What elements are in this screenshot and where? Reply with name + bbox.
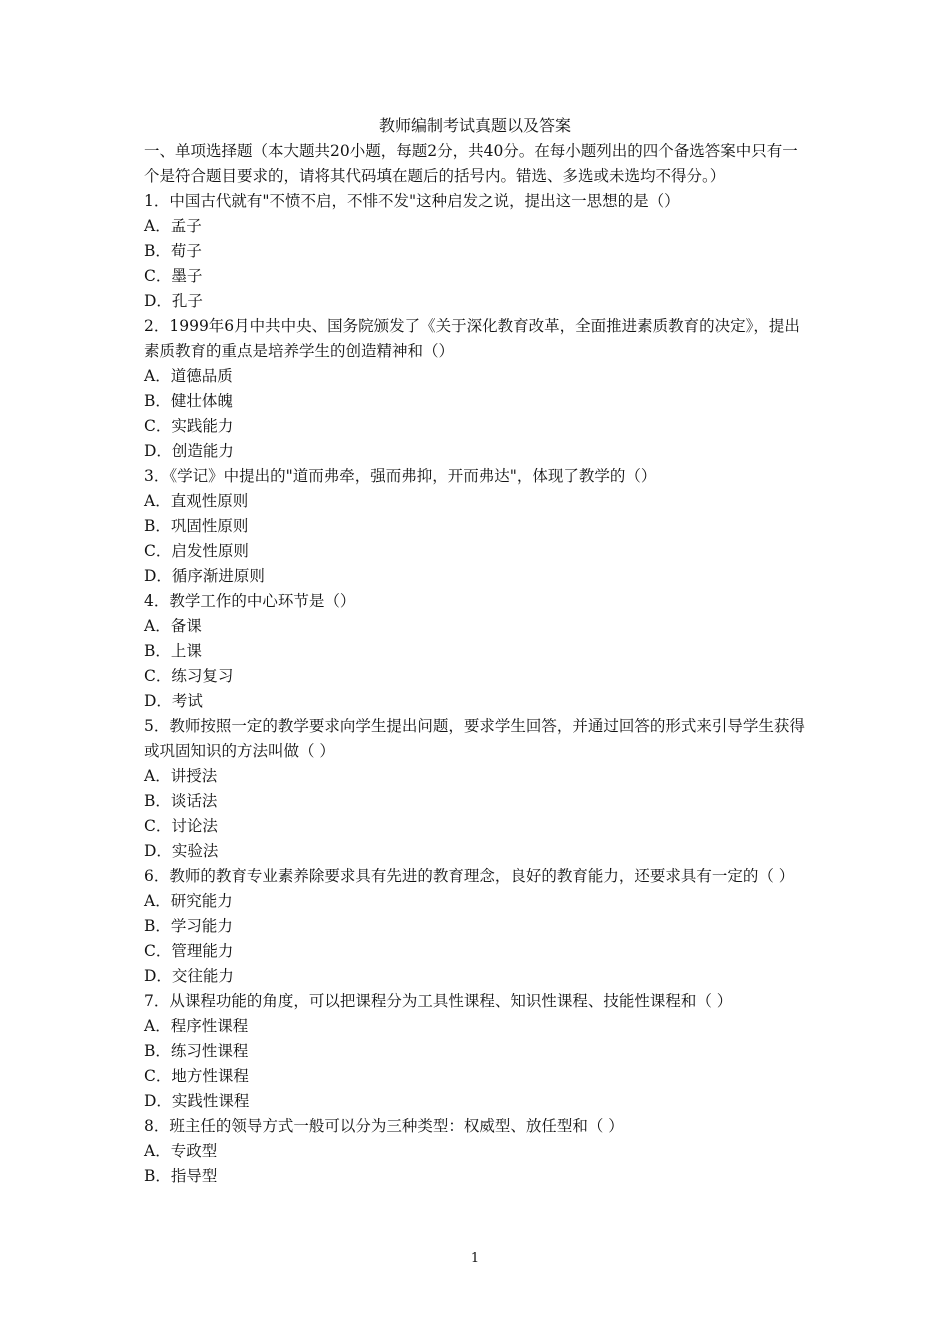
section-instructions: 一、单项选择题（本大题共20小题，每题2分，共40分。在每小题列出的四个备选答案中只有一个是符合题目要求的，请将其代码填在题后的括号内。错选、多选或未选均不得分。） bbox=[144, 142, 798, 185]
question-1 bbox=[144, 189, 810, 314]
option-a: A．讲授法 bbox=[144, 767, 218, 785]
question-text: 1．中国古代就有"不愤不启，不悱不发"这种启发之说，提出这一思想的是（） bbox=[144, 192, 680, 210]
question-2 bbox=[144, 314, 810, 464]
option-a: A．备课 bbox=[144, 617, 202, 635]
question-6 bbox=[144, 864, 810, 989]
question-text: 3．《学记》中提出的"道而弗牵，强而弗抑，开而弗达"，体现了教学的（） bbox=[144, 467, 657, 485]
option-b: B．巩固性原则 bbox=[144, 517, 249, 535]
option-b: B．学习能力 bbox=[144, 917, 233, 935]
option-d: D．创造能力 bbox=[144, 442, 234, 460]
option-b: B．谈话法 bbox=[144, 792, 218, 810]
option-c: C．启发性原则 bbox=[144, 542, 249, 560]
question-text: 4．教学工作的中心环节是（） bbox=[144, 592, 356, 610]
option-d: D．孔子 bbox=[144, 292, 203, 310]
option-a: A．专政型 bbox=[144, 1142, 218, 1160]
option-c: C．地方性课程 bbox=[144, 1067, 249, 1085]
option-d: D．实验法 bbox=[144, 842, 219, 860]
option-c: C．管理能力 bbox=[144, 942, 234, 960]
document-content bbox=[144, 139, 810, 1189]
option-d: D．交往能力 bbox=[144, 967, 234, 985]
question-4 bbox=[144, 589, 810, 714]
option-d: D．考试 bbox=[144, 692, 203, 710]
option-c: C．讨论法 bbox=[144, 817, 218, 835]
question-text: 6．教师的教育专业素养除要求具有先进的教育理念，良好的教育能力，还要求具有一定的（ ） bbox=[144, 867, 795, 885]
page-number: 1 bbox=[470, 1251, 480, 1266]
question-8 bbox=[144, 1114, 810, 1189]
question-3 bbox=[144, 464, 810, 589]
option-b: B．上课 bbox=[144, 642, 202, 660]
option-d: D．循序渐进原则 bbox=[144, 567, 265, 585]
option-b: B．练习性课程 bbox=[144, 1042, 249, 1060]
question-text: 5．教师按照一定的教学要求向学生提出问题，要求学生回答，并通过回答的形式来引导学生获得或巩固知识的方法叫做（ ） bbox=[144, 717, 805, 760]
option-b: B．荀子 bbox=[144, 242, 202, 260]
document-title: 教师编制考试真题以及答案 bbox=[378, 116, 571, 135]
option-a: A．直观性原则 bbox=[144, 492, 249, 510]
option-a: A．研究能力 bbox=[144, 892, 233, 910]
question-text: 8．班主任的领导方式一般可以分为三种类型：权威型、放任型和（ ） bbox=[144, 1117, 624, 1135]
question-text: 2．1999年6月中共中央、国务院颁发了《关于深化教育改革，全面推进素质教育的决定》，提出素质教育的重点是培养学生的创造精神和（） bbox=[144, 317, 800, 360]
option-b: B．健壮体魄 bbox=[144, 392, 233, 410]
question-text: 7．从课程功能的角度，可以把课程分为工具性课程、知识性课程、技能性课程和（ ） bbox=[144, 992, 733, 1010]
option-a: A．孟子 bbox=[144, 217, 202, 235]
option-c: C．练习复习 bbox=[144, 667, 234, 685]
question-7 bbox=[144, 989, 810, 1114]
option-d: D．实践性课程 bbox=[144, 1092, 250, 1110]
option-b: B．指导型 bbox=[144, 1167, 218, 1185]
option-c: C．墨子 bbox=[144, 267, 203, 285]
option-a: A．道德品质 bbox=[144, 367, 233, 385]
option-a: A．程序性课程 bbox=[144, 1017, 249, 1035]
option-c: C．实践能力 bbox=[144, 417, 234, 435]
question-5 bbox=[144, 714, 810, 864]
